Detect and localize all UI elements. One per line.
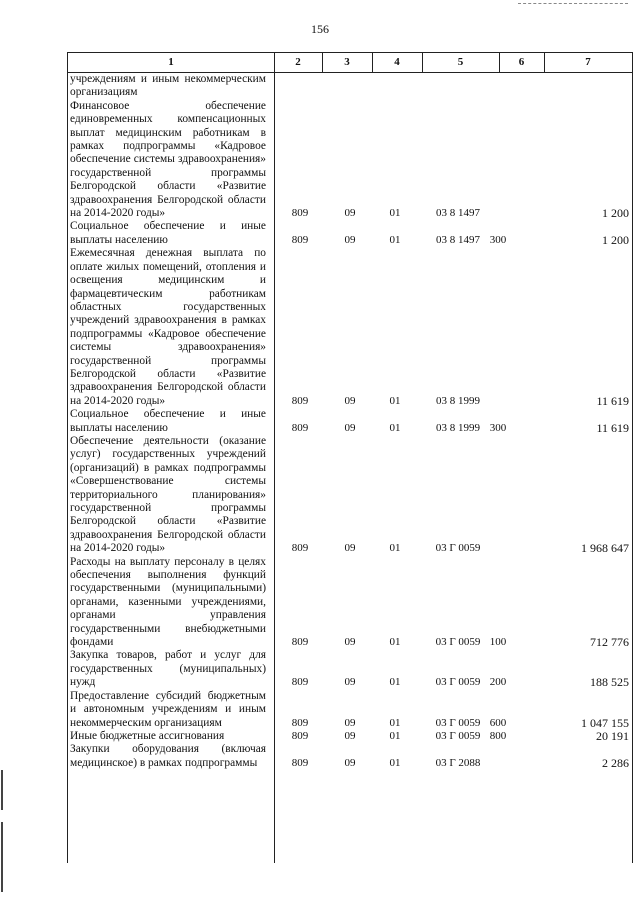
cell-expense-type: 300 <box>489 421 507 434</box>
row-description: Иные бюджетные ассигнования <box>70 729 225 742</box>
row-description: учреждениям и иным некоммерческим организациям <box>70 73 266 99</box>
table-row <box>68 649 632 689</box>
page-number: 156 <box>311 22 329 36</box>
cell-section: 09 <box>344 636 356 649</box>
budget-table <box>67 52 633 863</box>
cell-amount: 1 200 <box>602 232 629 247</box>
table-row <box>68 73 632 100</box>
cell-subsection: 01 <box>389 421 401 434</box>
column-header: 4 <box>394 56 400 68</box>
cell-expense-type: 600 <box>489 716 507 729</box>
cell-ministry: 809 <box>291 636 309 649</box>
row-description: Закупка товаров, работ и услуг для государственных (муниципальных) нужд <box>70 649 266 689</box>
cell-section: 09 <box>344 394 356 407</box>
cell-amount: 1 047 155 <box>581 715 629 730</box>
cell-section: 09 <box>344 729 356 742</box>
cell-target-article: 03 8 1497 <box>436 207 480 220</box>
cell-subsection: 01 <box>389 542 401 555</box>
column-divider <box>499 53 500 72</box>
cell-subsection: 01 <box>389 756 401 769</box>
cell-amount: 11 619 <box>596 420 629 435</box>
column-header: 3 <box>344 56 350 68</box>
row-description: Финансовое обеспечение единовременных компенсационных выплат медицинским работникам в рамках подпрограммы «Кадровое обеспечение системы здравоохранения» государственной программы Белгородской области «Развитие здравоохранения Белгородской области на 2014-2020 годы» <box>70 99 266 220</box>
cell-ministry: 809 <box>291 676 309 689</box>
column-header: 7 <box>585 56 591 68</box>
cell-target-article: 03 8 1999 <box>436 421 480 434</box>
cell-amount: 1 968 647 <box>581 541 629 556</box>
column-header: 6 <box>518 56 525 68</box>
table-row <box>68 247 632 408</box>
cell-target-article: 03 8 1999 <box>436 394 480 407</box>
binding-mark <box>1 822 3 892</box>
cell-ministry: 809 <box>291 421 309 434</box>
cell-amount: 188 525 <box>590 675 629 690</box>
cell-amount: 712 776 <box>590 635 629 650</box>
cell-section: 09 <box>344 676 356 689</box>
cell-target-article: 03 Г 2088 <box>435 756 481 769</box>
column-header: 1 <box>168 56 174 68</box>
cell-expense-type: 100 <box>489 636 507 649</box>
cell-expense-type: 200 <box>489 676 507 689</box>
cell-expense-type: 800 <box>489 729 507 742</box>
cell-amount: 2 286 <box>602 755 629 770</box>
cell-target-article: 03 8 1497 <box>436 233 480 246</box>
table-row <box>68 743 632 770</box>
column-header: 5 <box>457 56 464 68</box>
cell-subsection: 01 <box>389 233 401 246</box>
binding-mark <box>1 770 3 810</box>
table-row <box>68 730 632 743</box>
scan-edge-mark <box>518 0 628 4</box>
table-header <box>68 53 632 73</box>
table-row <box>68 408 632 435</box>
cell-subsection: 01 <box>389 636 401 649</box>
column-divider <box>422 53 423 72</box>
table-row <box>68 100 632 221</box>
cell-expense-type: 300 <box>489 233 507 246</box>
cell-amount: 11 619 <box>596 393 629 408</box>
cell-subsection: 01 <box>389 716 401 729</box>
cell-amount: 1 200 <box>602 206 629 221</box>
row-description: Обеспечение деятельности (оказание услуг) государственных учреждений (организаций) в рамках подпрограммы «Совершенствование системы территориального планирования» государственной программы Белгородской области «Развитие здравоохранения Белгородской области на 2014-2020 годы» <box>70 434 266 555</box>
column-header: 2 <box>295 56 301 68</box>
cell-ministry: 809 <box>291 207 309 220</box>
cell-subsection: 01 <box>389 729 401 742</box>
cell-section: 09 <box>344 207 356 220</box>
cell-subsection: 01 <box>389 207 401 220</box>
column-divider <box>372 53 373 72</box>
table-row <box>68 556 632 650</box>
cell-target-article: 03 Г 0059 <box>435 729 481 742</box>
cell-target-article: 03 Г 0059 <box>435 636 481 649</box>
cell-target-article: 03 Г 0059 <box>435 716 481 729</box>
row-description: Ежемесячная денежная выплата по оплате жилых помещений, отопления и освещения медицинским и фармацевтическим работникам областных государственных учреждений здравоохранения в рамках подпрограммы «Кадровое обеспечение системы здравоохранения» государственной программы Белгородской области «Развитие здравоохранения Белгородской области на 2014-2020 годы» <box>70 247 266 407</box>
row-description: Расходы на выплату персоналу в целях обеспечения выполнения функций государственными (муниципальными) органами, казенными учреждениями, органами управления государственными внебюджетными фондами <box>70 555 266 649</box>
column-divider <box>544 53 545 72</box>
cell-subsection: 01 <box>389 394 401 407</box>
row-description: Социальное обеспечение и иные выплаты населению <box>70 220 266 246</box>
cell-subsection: 01 <box>389 676 401 689</box>
cell-target-article: 03 Г 0059 <box>435 676 481 689</box>
cell-ministry: 809 <box>291 394 309 407</box>
cell-amount: 20 191 <box>596 728 629 743</box>
column-divider <box>322 53 323 72</box>
row-description: Социальное обеспечение и иные выплаты населению <box>70 408 266 434</box>
cell-section: 09 <box>344 421 356 434</box>
cell-ministry: 809 <box>291 233 309 246</box>
cell-section: 09 <box>344 756 356 769</box>
table-row <box>68 690 632 730</box>
row-description: Закупки оборудования (включая медицинское) в рамках подпрограммы <box>70 743 266 769</box>
cell-ministry: 809 <box>291 756 309 769</box>
cell-section: 09 <box>344 233 356 246</box>
cell-ministry: 809 <box>291 716 309 729</box>
cell-target-article: 03 Г 0059 <box>435 542 481 555</box>
cell-section: 09 <box>344 542 356 555</box>
table-row <box>68 435 632 556</box>
table-row <box>68 220 632 247</box>
table-body <box>68 73 632 770</box>
cell-section: 09 <box>344 716 356 729</box>
cell-ministry: 809 <box>291 542 309 555</box>
row-description: Предоставление субсидий бюджетным и автономным учреждениям и иным некоммерческим организациям <box>70 689 266 729</box>
cell-ministry: 809 <box>291 729 309 742</box>
